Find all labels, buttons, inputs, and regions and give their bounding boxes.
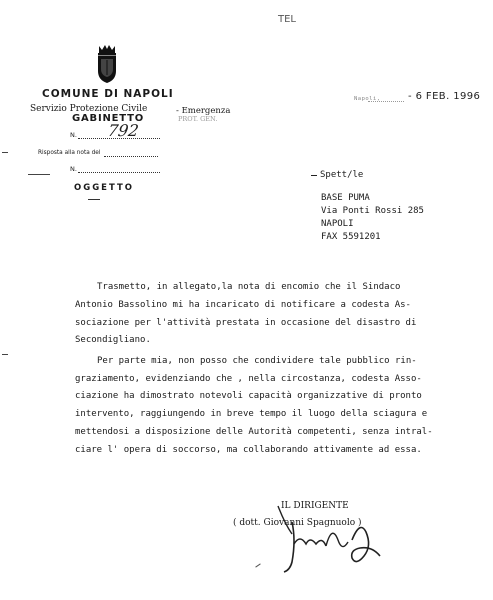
signatory-title: IL DIRIGENTE [281, 501, 349, 511]
body-line: intervento, raggiungendo in breve tempo il luogo della sciagura e [75, 409, 428, 419]
date-stamp: - 6 FEB. 1996 [408, 91, 481, 102]
comune-heading: COMUNE DI NAPOLI [42, 88, 174, 100]
handwritten-signature [240, 500, 400, 578]
emergenza-label: - Emergenza [176, 106, 231, 116]
protocol-n-label: N. [70, 131, 77, 139]
body-line: Antonio Bassolino mi ha incaricato di notificare a codesta As- [75, 300, 411, 310]
date-value: 6 FEB. 1996 [415, 91, 481, 102]
recipient-line: BASE PUMA [321, 193, 370, 203]
servizio-label: Servizio Protezione Civile [30, 104, 148, 114]
reply-n-line [78, 172, 160, 173]
recipient-line: FAX 5591201 [321, 232, 381, 242]
body-line: ciazione ha dimostrato notevoli capacità organizzative di pronto [75, 391, 422, 401]
body-line: Trasmetto, in allegato,la nota di encomio che il Sindaco [97, 282, 401, 292]
risposta-label: Risposta alla nota del [38, 150, 101, 156]
body-line: ciare l' opera di soccorso, ma collaborando attivamente ad essa. [75, 445, 422, 455]
oggetto-rule [88, 199, 100, 200]
date-place: Napoli, [354, 96, 381, 102]
body-line: mettendosi a disposizione delle Autorità competenti, senza intral- [75, 427, 433, 437]
body-line: graziamento, evidenziando che , nella circostanza, codesta Asso- [75, 374, 422, 384]
signatory-name: ( dott. Giovanni Spagnuolo ) [233, 518, 362, 528]
risposta-line [104, 156, 158, 157]
body-line: Per parte mia, non posso che condividere tale pubblico rin- [97, 356, 417, 366]
recipient-line: Via Ponti Rossi 285 [321, 206, 424, 216]
reply-n-label: N. [70, 165, 77, 173]
handwritten-protocol-number: 792 [106, 121, 140, 140]
gabinetto-label: GABINETTO [72, 113, 145, 124]
recipient-dash [311, 175, 317, 176]
oggetto-label: OGGETTO [74, 183, 135, 193]
margin-dash [28, 174, 50, 175]
body-line: sociazione per l'attività prestata in occasione del disastro di [75, 318, 417, 328]
body-line: Secondigliano. [75, 335, 151, 345]
recipient-salutation: Spett/le [320, 170, 364, 180]
naples-crest-emblem [95, 44, 119, 84]
tel-label: TEL [278, 14, 296, 25]
date-line [368, 101, 404, 102]
fold-mark-middle [2, 354, 8, 355]
fold-mark-top [2, 152, 8, 153]
recipient-line: NAPOLI [321, 219, 354, 229]
emergenza-stamp: PROT. GEN. [178, 115, 218, 123]
